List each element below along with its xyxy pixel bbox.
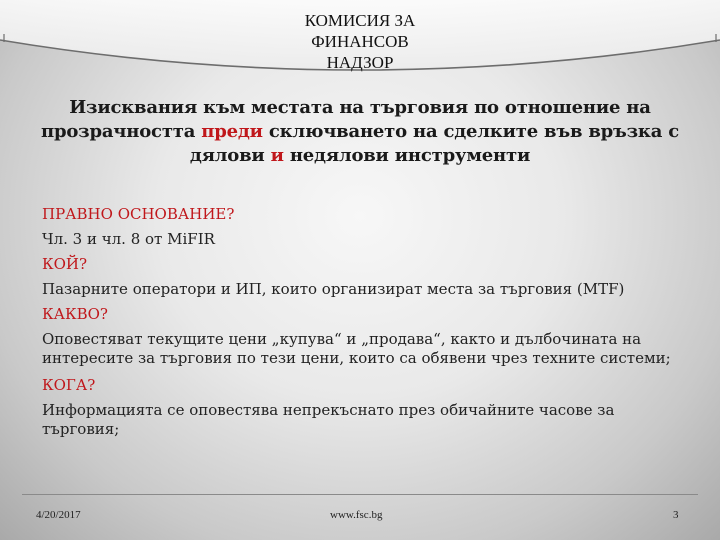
- footer-divider: [22, 494, 698, 495]
- title-text: недялови инструменти: [283, 145, 531, 166]
- org-title-line2: ФИНАНСОВ: [311, 32, 409, 51]
- answer-legal-basis: Чл. 3 и чл. 8 от MiFIR: [42, 230, 215, 248]
- slide-number: 3: [673, 509, 679, 521]
- title-text: сключването на сделките във връзка с: [262, 121, 679, 142]
- slide-title: [40, 96, 680, 168]
- question-legal-basis: ПРАВНО ОСНОВАНИЕ?: [42, 205, 235, 223]
- org-title-line1: КОМИСИЯ ЗА: [304, 11, 416, 30]
- answer-who: Пазарните оператори и ИП, които организират места за търговия (MTF): [42, 280, 625, 298]
- slide-title-line2: [40, 120, 680, 144]
- question-when: КОГА?: [42, 376, 96, 394]
- title-text: прозрачността: [41, 121, 202, 142]
- header-band: [0, 0, 720, 90]
- body-content: [42, 205, 682, 447]
- organization-title: [210, 10, 510, 73]
- footer-date: 4/20/2017: [36, 509, 81, 521]
- title-highlight-and: и: [270, 145, 284, 166]
- footer-website: www.fsc.bg: [330, 509, 383, 521]
- slide-title-line1: Изисквания към местата на търговия по отношение на: [69, 97, 651, 118]
- answer-what: Оповестяват текущите цени „купува“ и „продава“, както и дълбочината на интересите за търговия по тези цени, които са обявени чрез техните системи;: [42, 330, 671, 367]
- org-title-line3: НАДЗОР: [326, 53, 394, 72]
- question-who: КОЙ?: [42, 255, 88, 273]
- answer-when: Информацията се оповестява непрекъснато през обичайните часове за търговия;: [42, 401, 615, 438]
- question-what: КАКВО?: [42, 305, 108, 323]
- title-text: дялови: [189, 145, 271, 166]
- title-highlight-before: преди: [201, 121, 263, 142]
- slide-title-line3: [40, 144, 680, 168]
